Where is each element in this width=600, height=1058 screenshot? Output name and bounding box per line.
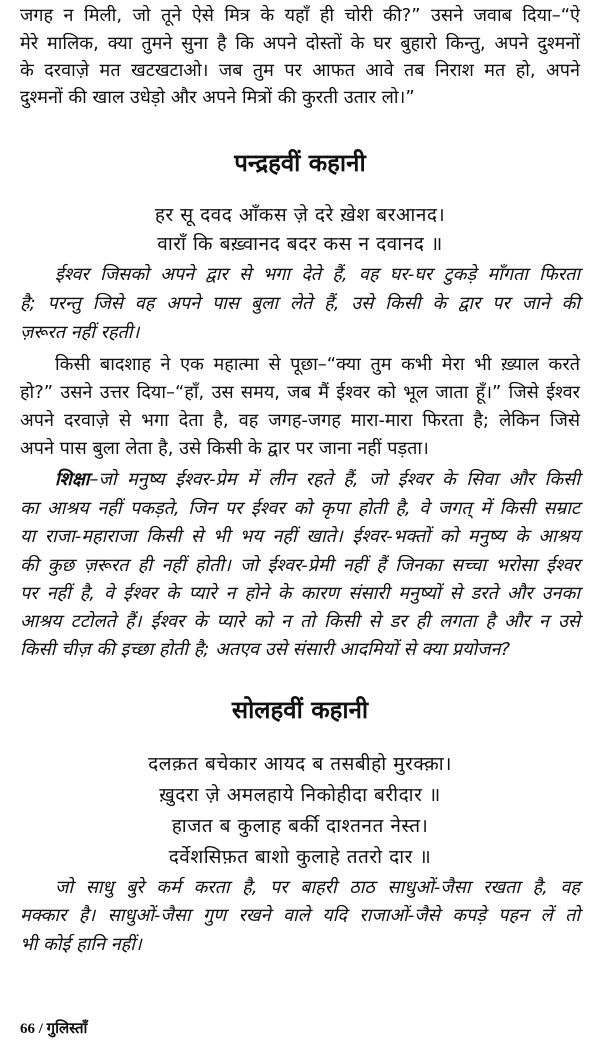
story15-title: पन्द्रहवीं कहानी (234, 149, 366, 177)
story15-lesson-line: पर नहीं है, वे ईश्वर के प्यारे न होने के कारण संसारी मनुष्यों से डरते और उनका (20, 583, 580, 604)
story16-title: सोलहवीं कहानी (231, 696, 369, 724)
story15-lesson-line: की कुछ ज़रूरत ही नहीं होती। जो ईश्वर-प्रेमी नहीं हैं जिनका सच्चा भरोसा ईश्वर (20, 555, 580, 576)
story15-verse: हर सू दवद आँकस ज़े दरे ख़ेश बरआनद। (154, 204, 446, 226)
story15-meaning-line: है; परन्तु जिसे वह अपने पास बुला लेते हैं, उसे किसी के द्वार पर जाने की (20, 293, 580, 314)
story15-lesson-first (55, 468, 580, 492)
story16-meaning-line: भी कोई हानि नहीं। (20, 934, 142, 955)
story15-story-line: हो?” उसने उत्तर दिया–“हाँ, उस समय, जब मैं ईश्वर को भूल जाता हूँ।” जिसे ईश्वर (20, 382, 580, 403)
lesson-text: –जो मनुष्य ईश्वर-प्रेम में लीन रहते हैं, जो ईश्वर के सिवा और किसी (89, 469, 580, 490)
story16-verse: हाजत ब कुलाह बर्की दाश्तनत नेस्त। (171, 815, 429, 837)
lesson-label: शिक्षा (55, 469, 90, 490)
story16-verse: ख़ुदरा ज़े अमलहाये निकोहीदा बरीदार ॥ (159, 784, 441, 806)
story15-lesson-line: का आश्रय नहीं पकड़ते, जिन पर ईश्वर को कृपा होती है, वे जगत् में किसी सम्राट (20, 498, 580, 519)
intro-line: मेरे मालिक, क्या तुमने सुना है कि अपने दोस्तों के घर बुहारो किन्तु, अपने दुश्मनों (20, 33, 580, 54)
story15-meaning-line: ईश्वर जिसको अपने द्वार से भगा देते हैं, वह घर-घर टुकड़े माँगता फिरता (55, 264, 580, 285)
story15-story-line: अपने पास बुला लेता है, उसे किसी के द्वार पर जाना नहीं पड़ता। (20, 438, 429, 459)
story16-meaning-line: जो साधु बुरे कर्म करता है, पर बाहरी ठाठ साधुओं-जैसा रखता है, वह (55, 877, 580, 898)
intro-line: जगह न मिली, जो तूने ऐसे मित्र के यहाँ ही चोरी की?” उसने जवाब दिया–“ऐ (20, 5, 580, 26)
story15-lesson-line: किसी चीज़ की इच्छा होती है; अतएव उसे संसारी आदमियों से क्या प्रयोजन? (20, 639, 511, 660)
intro-line: के दरवाज़े मत खटखटाओ। जब तुम पर आफत आवे तब निराश मत हो, अपने (20, 60, 580, 81)
story16-meaning-line: मक्कार है। साधुओं-जैसा गुण रखने वाले यदि राजाओं-जैसे कपड़े पहन लें तो (20, 905, 580, 926)
story15-meaning-line: ज़रूरत नहीं रहती। (20, 322, 140, 343)
story15-story-line: किसी बादशाह ने एक महात्मा से पूछा–“क्या तुम कभी मेरा भी ख़्याल करते (55, 354, 580, 375)
story15-lesson-line: आश्रय टटोलते हैं। ईश्वर के प्यारे को न तो किसी से डर ही लगता है और न उसे (20, 611, 580, 632)
story15-verse: वाराँ कि बख़्वानद बदर कस न दवानद ॥ (157, 233, 443, 255)
intro-line: दुश्मनों की खाल उधेड़ो और अपने मित्रों की कुरती उतार लो।” (20, 87, 415, 108)
page-footer: 66 / गुलिस्ताँ (20, 1021, 88, 1037)
story16-verse: दलक़त बचेकार आयद ब तसबीहो मुरक्क़ा। (148, 753, 452, 775)
story15-lesson-line: या राजा-महाराजा किसी से भी भय नहीं खाते। ईश्वर-भक्तों को मनुष्य के आश्रय (20, 526, 580, 547)
story16-verse: दर्वेशसिफ़त बाशो कुलाहे ततरो दार ॥ (168, 846, 432, 868)
story15-story-line: अपने दरवाज़े से भगा देता है, वह जगह-जगह मारा-मारा फिरता है; लेकिन जिसे (20, 410, 580, 431)
